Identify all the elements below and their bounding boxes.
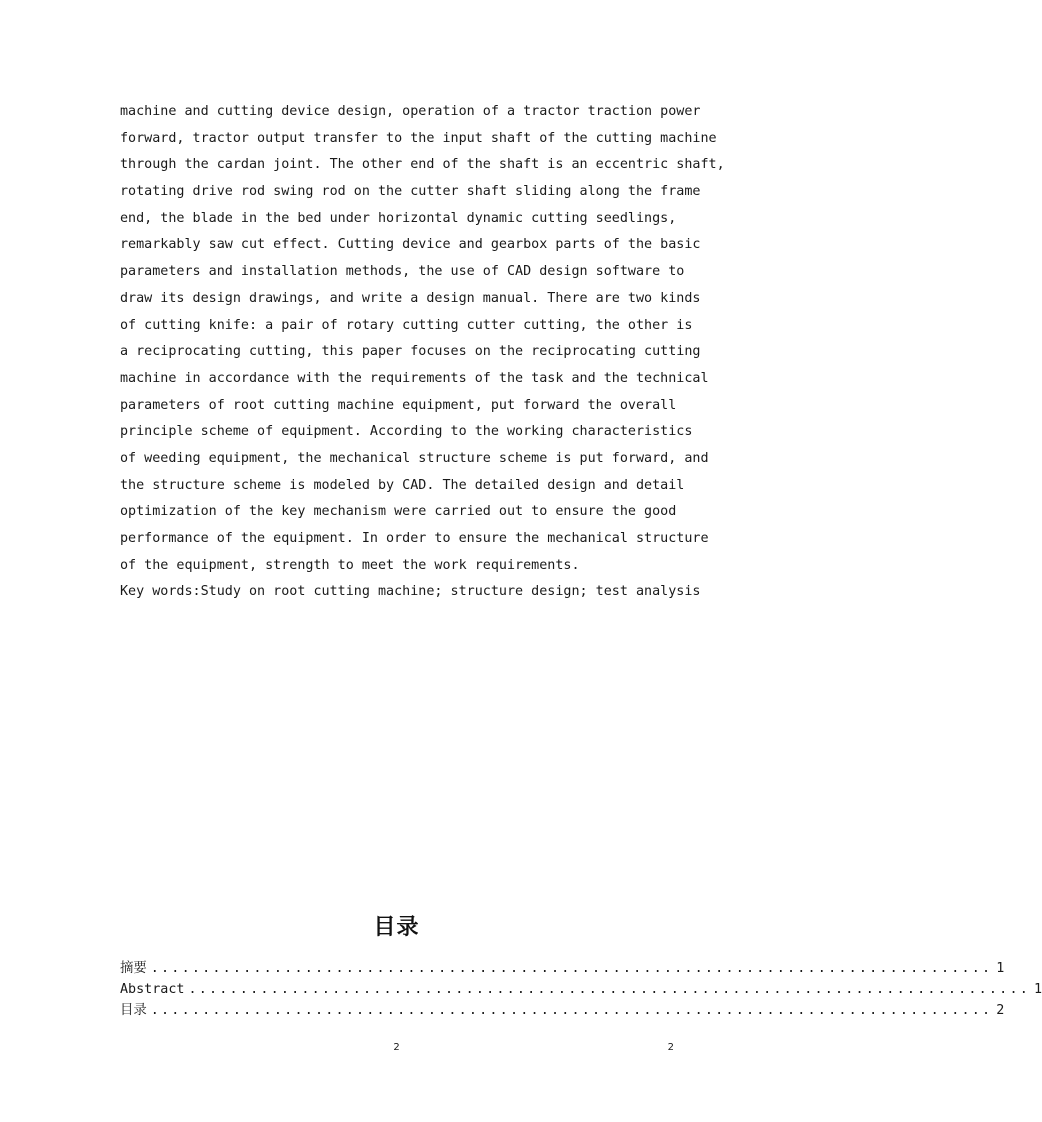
toc-entry-page: 2 — [996, 1003, 1005, 1018]
toc-leader-dots: .................................................................................. — [150, 1003, 993, 1018]
abstract-line: performance of the equipment. In order to ensure the mechanical structure — [120, 531, 709, 546]
abstract-line: parameters of root cutting machine equipment, put forward the overall — [120, 397, 677, 413]
toc-entry-label: 目录 — [120, 1003, 147, 1018]
toc-entry-label: 摘要 — [120, 961, 147, 976]
abstract-line: machine in accordance with the requirements of the task and the technical — [120, 370, 709, 386]
page-number-right: 2 — [667, 1042, 674, 1053]
abstract-line: draw its design drawings, and write a design manual. There are two kinds — [120, 290, 701, 306]
toc-entry-contents[interactable] — [120, 1000, 1005, 1021]
table-of-contents — [120, 958, 1042, 1021]
toc-title: 目录 — [373, 915, 420, 940]
keywords: Key words:Study on root cutting machine; structure design; test analysis — [120, 584, 701, 600]
abstract-line: remarkably saw cut effect. Cutting device and gearbox parts of the basic — [120, 237, 701, 253]
abstract-line: forward, tractor output transfer to the input shaft of the cutting machine — [120, 130, 717, 146]
abstract-line: end, the blade in the bed under horizontal dynamic cutting seedlings, — [120, 210, 677, 226]
abstract-line: a reciprocating cutting, this paper focuses on the reciprocating cutting — [120, 344, 701, 360]
page-number-center: 2 — [393, 1042, 400, 1053]
abstract-line: principle scheme of equipment. According to the working characteristics — [120, 424, 693, 440]
toc-entry-page: 1 — [996, 961, 1005, 976]
toc-leader-dots: .................................................................................. — [188, 982, 1030, 997]
toc-leader-dots: .................................................................................. — [150, 961, 993, 976]
abstract-line: parameters and installation methods, the use of CAD design software to — [120, 264, 685, 280]
toc-entry-label: Abstract — [120, 982, 185, 997]
abstract-line: of cutting knife: a pair of rotary cutting cutter cutting, the other is — [120, 317, 693, 333]
abstract-line: of weeding equipment, the mechanical structure scheme is put forward, and — [120, 450, 709, 466]
toc-entry-page: 1 — [1033, 982, 1042, 997]
abstract-line: the structure scheme is modeled by CAD. The detailed design and detail — [120, 477, 685, 493]
abstract-line: optimization of the key mechanism were carried out to ensure the good — [120, 504, 677, 520]
abstract-line: through the cardan joint. The other end of the shaft is an eccentric shaft, — [120, 157, 725, 173]
abstract-line: of the equipment, strength to meet the work requirements. — [120, 557, 580, 573]
toc-entry-abstract-cn[interactable] — [120, 958, 1005, 979]
abstract-line: rotating drive rod swing rod on the cutter shaft sliding along the frame — [120, 184, 701, 200]
abstract-line: machine and cutting device design, operation of a tractor traction power — [120, 104, 701, 119]
abstract-body — [120, 99, 725, 606]
toc-entry-abstract[interactable] — [120, 979, 1042, 1000]
